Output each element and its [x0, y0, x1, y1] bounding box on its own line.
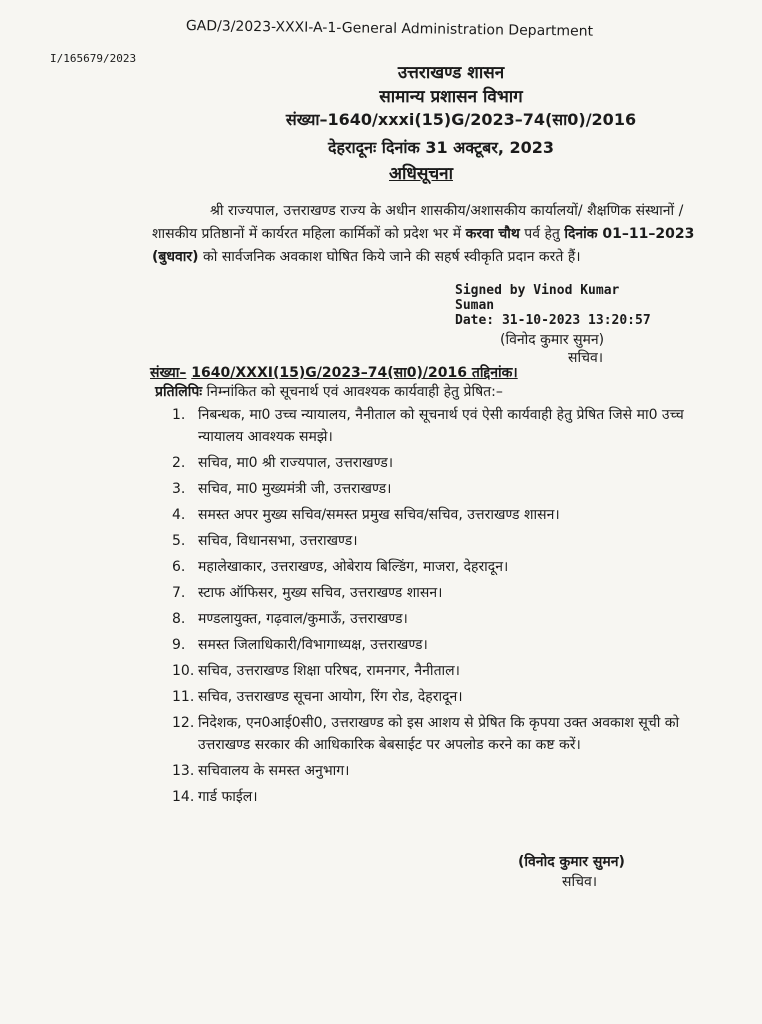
list-item-text: मण्डलायुक्त, गढ़वाल/कुमाऊँ, उत्तराखण्ड।: [198, 611, 408, 627]
list-item-number: 11.: [172, 689, 195, 705]
list-item-text: स्टाफ ऑफिसर, मुख्य सचिव, उत्तराखण्ड शासन।: [198, 585, 443, 601]
copy-number: [150, 363, 518, 382]
list-item-text: समस्त जिलाधिकारी/विभागाध्यक्ष, उत्तराखण्ड।: [198, 637, 428, 653]
digital-signature-line3: Date: 31-10-2023 13:20:57: [455, 313, 651, 328]
holiday-date: दिनांक 01–11–2023 (बुधवार): [152, 226, 695, 265]
list-item-text: सचिव, उत्तराखण्ड शिक्षा परिषद, रामनगर, नैनीताल।: [198, 663, 460, 679]
notification-body: [152, 200, 712, 269]
digital-signature-line1: Signed by Vinod Kumar: [455, 283, 620, 298]
notification-title-text: अधिसूचना: [389, 164, 453, 184]
copy-intro: [155, 382, 503, 401]
body-part3: को सार्वजनिक अवकाश घोषित किये जाने की सहर्ष स्वीकृति प्रदान करते हैं।: [198, 249, 581, 265]
order-number: संख्या–1640/xxxi(15)G/2023–74(सा0)/2016: [285, 110, 637, 129]
signatory-designation: सचिव।: [568, 350, 604, 366]
list-item: [172, 686, 712, 708]
list-item-number: 12.: [172, 715, 195, 731]
list-item-text: सचिव, उत्तराखण्ड सूचना आयोग, रिंग रोड, देहरादून।: [198, 689, 463, 705]
list-item: [172, 712, 712, 756]
list-item-number: 5.: [172, 533, 186, 549]
list-item-text: समस्त अपर मुख्य सचिव/समस्त प्रमुख सचिव/सचिव, उत्तराखण्ड शासन।: [198, 507, 560, 523]
digital-signature-line2: Suman: [455, 298, 495, 313]
list-item-text: सचिवालय के समस्त अनुभाग।: [198, 763, 350, 779]
list-item: [172, 478, 712, 500]
list-item: [172, 504, 712, 526]
signatory-name: (विनोद कुमार सुमन): [500, 332, 605, 348]
list-item: [172, 786, 712, 808]
list-item-text: निदेशक, एन0आई0सी0, उत्तराखण्ड को इस आशय से प्रेषित कि कृपया उक्त अवकाश सूची को उत्तराखण्ड सरकार की आधिकारिक बेबसाईट पर अपलोड करने का कष्ट करें।: [198, 715, 680, 753]
list-item-text: निबन्धक, मा0 उच्च न्यायालय, नैनीताल को सूचनार्थ एवं ऐसी कार्यवाही हेतु प्रेषित जिसे मा0 उच्च न्यायालय आवश्यक समझे।: [198, 407, 684, 445]
digital-signature: [455, 283, 651, 328]
festival-name: करवा चौथ: [465, 226, 520, 242]
recipient-list: [172, 404, 712, 812]
copy-intro-text: निम्नांकित को सूचनार्थ एवं आवश्यक कार्यवाही हेतु प्रेषित:–: [202, 384, 503, 400]
list-item-number: 14.: [172, 789, 195, 805]
file-number: I/165679/2023: [50, 52, 137, 65]
list-item-number: 9.: [172, 637, 186, 653]
list-item: [172, 582, 712, 604]
body-part1: श्री राज्यपाल, उत्तराखण्ड राज्य के अधीन शासकीय/अशासकीय कार्यालयों/ शैक्षणिक संस्थानों /शासकीय प्रतिष्ठानों में कार्यरत महिला कार्मिकों को प्रदेश भर में: [152, 203, 684, 242]
list-item-number: 7.: [172, 585, 186, 601]
copy-intro-label: प्रतिलिपिः: [155, 384, 203, 400]
header-reference: GAD/3/2023-XXXI-A-1-General Administration Department: [185, 18, 594, 40]
list-item-text: सचिव, मा0 मुख्यमंत्री जी, उत्तराखण्ड।: [198, 481, 392, 497]
department-name: सामान्य प्रशासन विभाग: [379, 87, 523, 107]
list-item-number: 13.: [172, 763, 195, 779]
list-item: [172, 556, 712, 578]
copy-number-value: 1640/XXXI(15)G/2023–74(सा0)/2016 तद्दिनांक।: [191, 365, 518, 381]
list-item-number: 3.: [172, 481, 186, 497]
list-item-number: 10.: [172, 663, 195, 679]
list-item-text: सचिव, विधानसभा, उत्तराखण्ड।: [198, 533, 358, 549]
list-item: [172, 760, 712, 782]
footer-signatory-name: (विनोद कुमार सुमन): [518, 854, 625, 870]
list-item: [172, 452, 712, 474]
government-name: उत्तराखण्ड शासन: [397, 63, 505, 83]
list-item-text: सचिव, मा0 श्री राज्यपाल, उत्तराखण्ड।: [198, 455, 394, 471]
footer-signatory-designation: सचिव।: [562, 874, 598, 890]
order-date: देहरादूनः दिनांक 31 अक्टूबर, 2023: [327, 138, 555, 157]
list-item: [172, 530, 712, 552]
list-item: [172, 608, 712, 630]
list-item: [172, 660, 712, 682]
body-part2: पर्व हेतु: [519, 226, 565, 242]
notification-title: [40, 161, 762, 184]
list-item-number: 6.: [172, 559, 186, 575]
list-item-number: 4.: [172, 507, 186, 523]
list-item-text: गार्ड फाईल।: [198, 789, 258, 805]
list-item-text: महालेखाकार, उत्तराखण्ड, ओबेराय बिल्डिंग, माजरा, देहरादून।: [198, 559, 509, 575]
list-item: [172, 634, 712, 656]
list-item-number: 1.: [172, 407, 186, 423]
list-item: [172, 404, 712, 448]
copy-number-label: संख्या–: [150, 365, 187, 381]
list-item-number: 8.: [172, 611, 186, 627]
list-item-number: 2.: [172, 455, 186, 471]
